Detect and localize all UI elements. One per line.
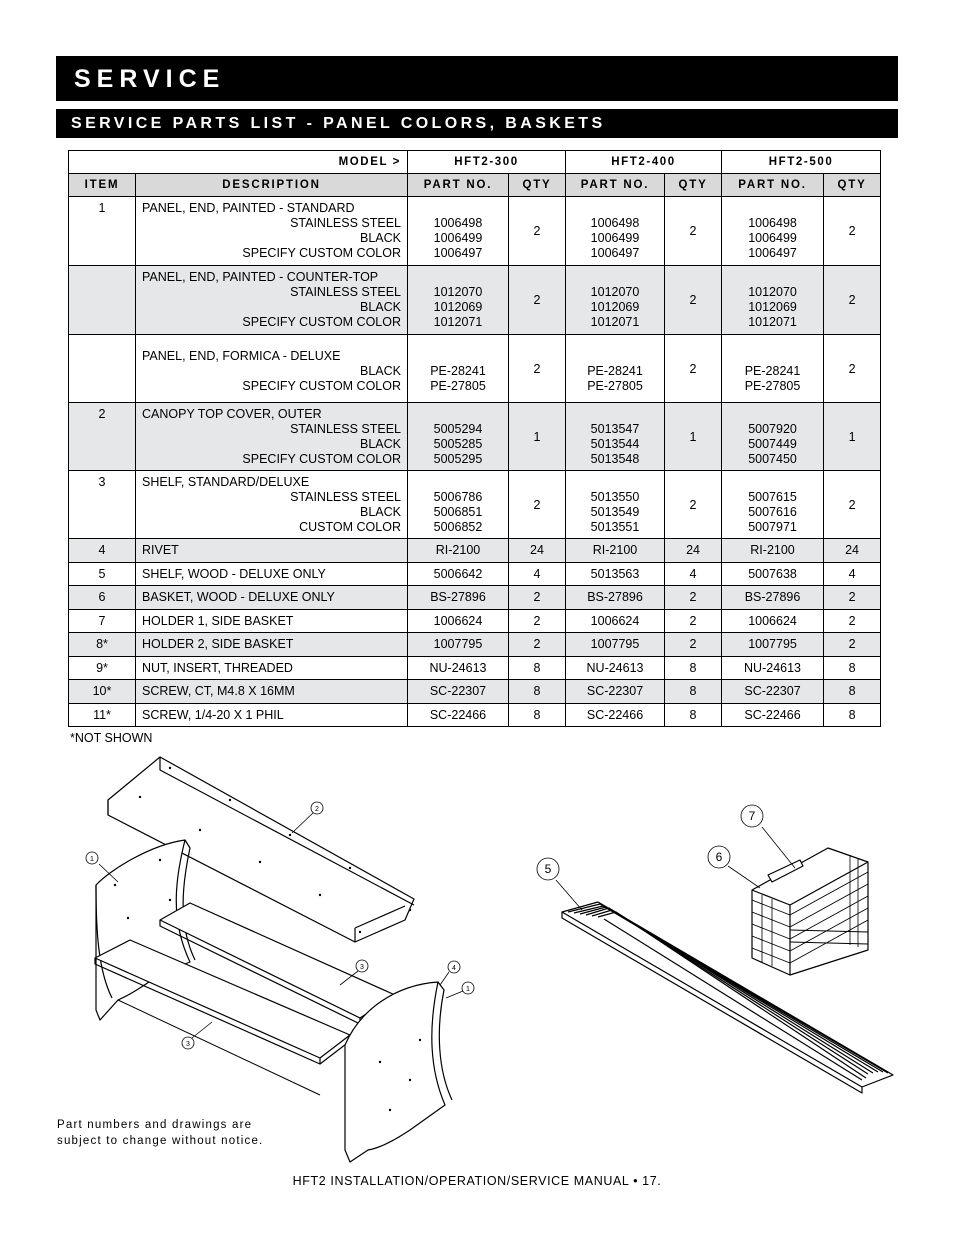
part-number-cell	[566, 335, 665, 403]
description-option: SPECIFY CUSTOM COLOR	[242, 315, 401, 329]
part-number-cell	[566, 403, 665, 471]
part-number: 1006497	[748, 246, 797, 260]
part-number: 5013550	[590, 489, 640, 504]
model-name: HFT2-500	[722, 151, 881, 174]
callout-1: 1	[90, 856, 94, 863]
model-header-row	[69, 151, 881, 174]
part-number: 5005294	[433, 421, 483, 436]
callout-6: 6	[715, 850, 723, 864]
part-number: SC-22466	[722, 703, 824, 727]
part-number: 1007795	[408, 633, 509, 657]
page-title: SERVICE	[56, 56, 898, 101]
part-number: 1006498	[748, 216, 797, 230]
qty-cell: 8	[824, 680, 881, 704]
part-number-cell	[408, 335, 509, 403]
part-number: 5013547	[590, 421, 640, 436]
qty-cell: 2	[824, 471, 881, 539]
description-cell	[136, 471, 408, 539]
description-option: STAINLESS STEEL	[290, 421, 401, 436]
part-number: 5006786	[433, 489, 483, 504]
part-number-cell	[722, 335, 824, 403]
part-number-cell	[566, 266, 665, 335]
part-number: 5007449	[748, 436, 797, 451]
part-number: 5007616	[748, 504, 797, 519]
table-row	[69, 197, 881, 266]
part-number-cell	[408, 403, 509, 471]
qty-cell: 4	[824, 562, 881, 586]
col-header-part-no: PART NO.	[408, 174, 509, 197]
part-number-cell	[566, 197, 665, 266]
callout-1: 1	[466, 986, 470, 993]
callout-7: 7	[748, 809, 756, 823]
part-number: 5006851	[433, 504, 483, 519]
item-number: 11*	[69, 703, 136, 727]
description-option: BLACK	[360, 231, 401, 245]
qty-cell: 2	[665, 335, 722, 403]
qty-cell: 2	[665, 266, 722, 335]
table-row	[69, 633, 881, 657]
col-header-qty: QTY	[665, 174, 722, 197]
disclaimer-line: subject to change without notice.	[57, 1135, 264, 1147]
description-main: PANEL, END, FORMICA - DELUXE	[142, 349, 341, 363]
col-header-part-no: PART NO.	[722, 174, 824, 197]
part-number: 5005295	[433, 451, 483, 466]
part-number: 1012069	[433, 300, 483, 314]
part-number: 1006497	[590, 246, 640, 260]
qty-cell: 2	[824, 266, 881, 335]
description-option: BLACK	[360, 364, 401, 378]
part-number: 1006498	[433, 216, 483, 230]
part-number: NU-24613	[566, 656, 665, 680]
qty-cell: 2	[509, 266, 566, 335]
wood-basket	[752, 848, 868, 975]
part-number: RI-2100	[722, 539, 824, 563]
part-number: 1006624	[408, 609, 509, 633]
item-number: 6	[69, 586, 136, 610]
part-number: 1012071	[590, 315, 640, 329]
part-number-cell	[408, 266, 509, 335]
description-option: SPECIFY CUSTOM COLOR	[242, 451, 401, 466]
part-number: SC-22307	[408, 680, 509, 704]
table-row	[69, 586, 881, 610]
description-cell	[136, 403, 408, 471]
qty-cell: 2	[824, 197, 881, 266]
part-number: 5013549	[590, 504, 640, 519]
part-number: SC-22307	[722, 680, 824, 704]
qty-cell: 4	[509, 562, 566, 586]
item-number: 9*	[69, 656, 136, 680]
table-row	[69, 680, 881, 704]
table-row	[69, 403, 881, 471]
qty-cell: 24	[509, 539, 566, 563]
description-option: STAINLESS STEEL	[290, 285, 401, 299]
part-number-cell	[722, 471, 824, 539]
item-number: 5	[69, 562, 136, 586]
description-cell	[136, 335, 408, 403]
part-number-cell	[722, 403, 824, 471]
qty-cell: 2	[509, 633, 566, 657]
part-number: PE-27805	[744, 379, 801, 393]
part-number: 1006624	[566, 609, 665, 633]
part-number: 5007920	[748, 421, 797, 436]
qty-cell: 2	[509, 197, 566, 266]
qty-cell: 8	[665, 680, 722, 704]
part-number: 1006499	[748, 231, 797, 245]
part-number-cell	[408, 471, 509, 539]
description-cell: NUT, INSERT, THREADED	[136, 656, 408, 680]
col-header-qty: QTY	[824, 174, 881, 197]
part-number-cell	[722, 266, 824, 335]
part-number: 5007450	[748, 451, 797, 466]
qty-cell: 2	[665, 586, 722, 610]
part-number-cell	[408, 197, 509, 266]
column-header-row	[69, 174, 881, 197]
part-number: 1006497	[433, 246, 483, 260]
col-header-description: DESCRIPTION	[136, 174, 408, 197]
part-number: 1007795	[722, 633, 824, 657]
parts-table	[68, 150, 881, 727]
item-number: 1	[69, 197, 136, 266]
description-cell: HOLDER 2, SIDE BASKET	[136, 633, 408, 657]
part-number: 1012070	[433, 285, 483, 299]
exploded-drawings	[0, 740, 954, 1180]
item-number	[69, 266, 136, 335]
qty-cell: 8	[509, 680, 566, 704]
qty-cell: 2	[509, 609, 566, 633]
part-number: 1012071	[433, 315, 483, 329]
item-number: 4	[69, 539, 136, 563]
description-main: SHELF, STANDARD/DELUXE	[142, 474, 310, 489]
part-number: RI-2100	[408, 539, 509, 563]
description-cell: BASKET, WOOD - DELUXE ONLY	[136, 586, 408, 610]
description-main: PANEL, END, PAINTED - COUNTER-TOP	[142, 270, 379, 284]
qty-cell: 8	[509, 656, 566, 680]
description-option: SPECIFY CUSTOM COLOR	[242, 246, 401, 260]
description-cell: SCREW, CT, M4.8 X 16MM	[136, 680, 408, 704]
description-cell	[136, 266, 408, 335]
item-number: 10*	[69, 680, 136, 704]
qty-cell: 8	[665, 703, 722, 727]
part-number: 5013551	[590, 519, 640, 534]
qty-cell: 8	[824, 656, 881, 680]
part-number: 1012070	[748, 285, 797, 299]
qty-cell: 2	[824, 609, 881, 633]
part-number: 5007615	[748, 489, 797, 504]
item-number: 2	[69, 403, 136, 471]
description-cell: SCREW, 1/4-20 X 1 PHIL	[136, 703, 408, 727]
part-number: SC-22307	[566, 680, 665, 704]
description-main: PANEL, END, PAINTED - STANDARD	[142, 201, 355, 215]
qty-cell: 24	[824, 539, 881, 563]
part-number: PE-27805	[430, 379, 486, 393]
part-number: SC-22466	[566, 703, 665, 727]
qty-cell: 8	[824, 703, 881, 727]
page-footer: HFT2 INSTALLATION/OPERATION/SERVICE MANUAL • 17.	[292, 1174, 662, 1188]
table-row	[69, 471, 881, 539]
qty-cell: 2	[509, 471, 566, 539]
table-row	[69, 335, 881, 403]
description-option: BLACK	[360, 300, 401, 314]
part-number: 5005285	[433, 436, 483, 451]
part-number-cell	[566, 471, 665, 539]
callout-4: 4	[452, 965, 456, 972]
qty-cell: 1	[824, 403, 881, 471]
col-header-part-no: PART NO.	[566, 174, 665, 197]
part-number: PE-28241	[744, 364, 801, 378]
part-number: 1006624	[722, 609, 824, 633]
item-number: 7	[69, 609, 136, 633]
qty-cell: 2	[665, 609, 722, 633]
qty-cell: 2	[824, 335, 881, 403]
qty-cell: 1	[665, 403, 722, 471]
qty-cell: 24	[665, 539, 722, 563]
section-title: SERVICE PARTS LIST - PANEL COLORS, BASKETS	[56, 109, 898, 138]
table-row	[69, 266, 881, 335]
model-name: HFT2-400	[566, 151, 722, 174]
disclaimer-line: Part numbers and drawings are	[57, 1119, 253, 1131]
description-option: BLACK	[360, 504, 401, 519]
part-number: 5007638	[722, 562, 824, 586]
part-number: 1012069	[590, 300, 640, 314]
part-number: PE-28241	[587, 364, 643, 378]
part-number: 1007795	[566, 633, 665, 657]
callout-3: 3	[360, 964, 364, 971]
part-number: 5007971	[748, 519, 797, 534]
description-option: BLACK	[360, 436, 401, 451]
model-name: HFT2-300	[408, 151, 566, 174]
qty-cell: 2	[824, 633, 881, 657]
part-number: 1006498	[590, 216, 640, 230]
not-shown-note: *NOT SHOWN	[70, 731, 153, 745]
description-cell: SHELF, WOOD - DELUXE ONLY	[136, 562, 408, 586]
callout-2: 2	[315, 806, 319, 813]
part-number: PE-27805	[587, 379, 643, 393]
part-number: RI-2100	[566, 539, 665, 563]
part-number: 5013544	[590, 436, 640, 451]
part-number-cell	[722, 197, 824, 266]
qty-cell: 8	[665, 656, 722, 680]
qty-cell: 2	[509, 586, 566, 610]
table-row	[69, 609, 881, 633]
part-number: 5006642	[408, 562, 509, 586]
part-number: NU-24613	[408, 656, 509, 680]
description-cell: HOLDER 1, SIDE BASKET	[136, 609, 408, 633]
description-option: STAINLESS STEEL	[290, 216, 401, 230]
model-label: MODEL >	[69, 151, 408, 174]
col-header-item: ITEM	[69, 174, 136, 197]
part-number: 1012071	[748, 315, 797, 329]
part-number: BS-27896	[408, 586, 509, 610]
description-cell	[136, 197, 408, 266]
part-number: 1012070	[590, 285, 640, 299]
table-row	[69, 703, 881, 727]
table-row	[69, 539, 881, 563]
part-number: SC-22466	[408, 703, 509, 727]
part-number: BS-27896	[566, 586, 665, 610]
description-option: STAINLESS STEEL	[290, 489, 401, 504]
description-cell: RIVET	[136, 539, 408, 563]
description-main: CANOPY TOP COVER, OUTER	[142, 406, 322, 421]
qty-cell: 8	[509, 703, 566, 727]
col-header-qty: QTY	[509, 174, 566, 197]
qty-cell: 1	[509, 403, 566, 471]
table-row	[69, 656, 881, 680]
qty-cell: 2	[824, 586, 881, 610]
item-number: 8*	[69, 633, 136, 657]
qty-cell: 2	[665, 197, 722, 266]
part-number: 5006852	[433, 519, 483, 534]
qty-cell: 2	[509, 335, 566, 403]
qty-cell: 4	[665, 562, 722, 586]
disclaimer	[57, 1117, 357, 1149]
part-number: 1012069	[748, 300, 797, 314]
item-number	[69, 335, 136, 403]
description-option: SPECIFY CUSTOM COLOR	[242, 379, 401, 393]
part-number: BS-27896	[722, 586, 824, 610]
callout-5: 5	[544, 862, 552, 876]
qty-cell: 2	[665, 471, 722, 539]
qty-cell: 2	[665, 633, 722, 657]
description-option: CUSTOM COLOR	[299, 519, 401, 534]
part-number: 5013563	[566, 562, 665, 586]
part-number: 1006499	[433, 231, 483, 245]
callout-3: 3	[186, 1041, 190, 1048]
part-number: 1006499	[590, 231, 640, 245]
item-number: 3	[69, 471, 136, 539]
part-number: PE-28241	[430, 364, 486, 378]
table-row	[69, 562, 881, 586]
part-number: 5013548	[590, 451, 640, 466]
part-number: NU-24613	[722, 656, 824, 680]
